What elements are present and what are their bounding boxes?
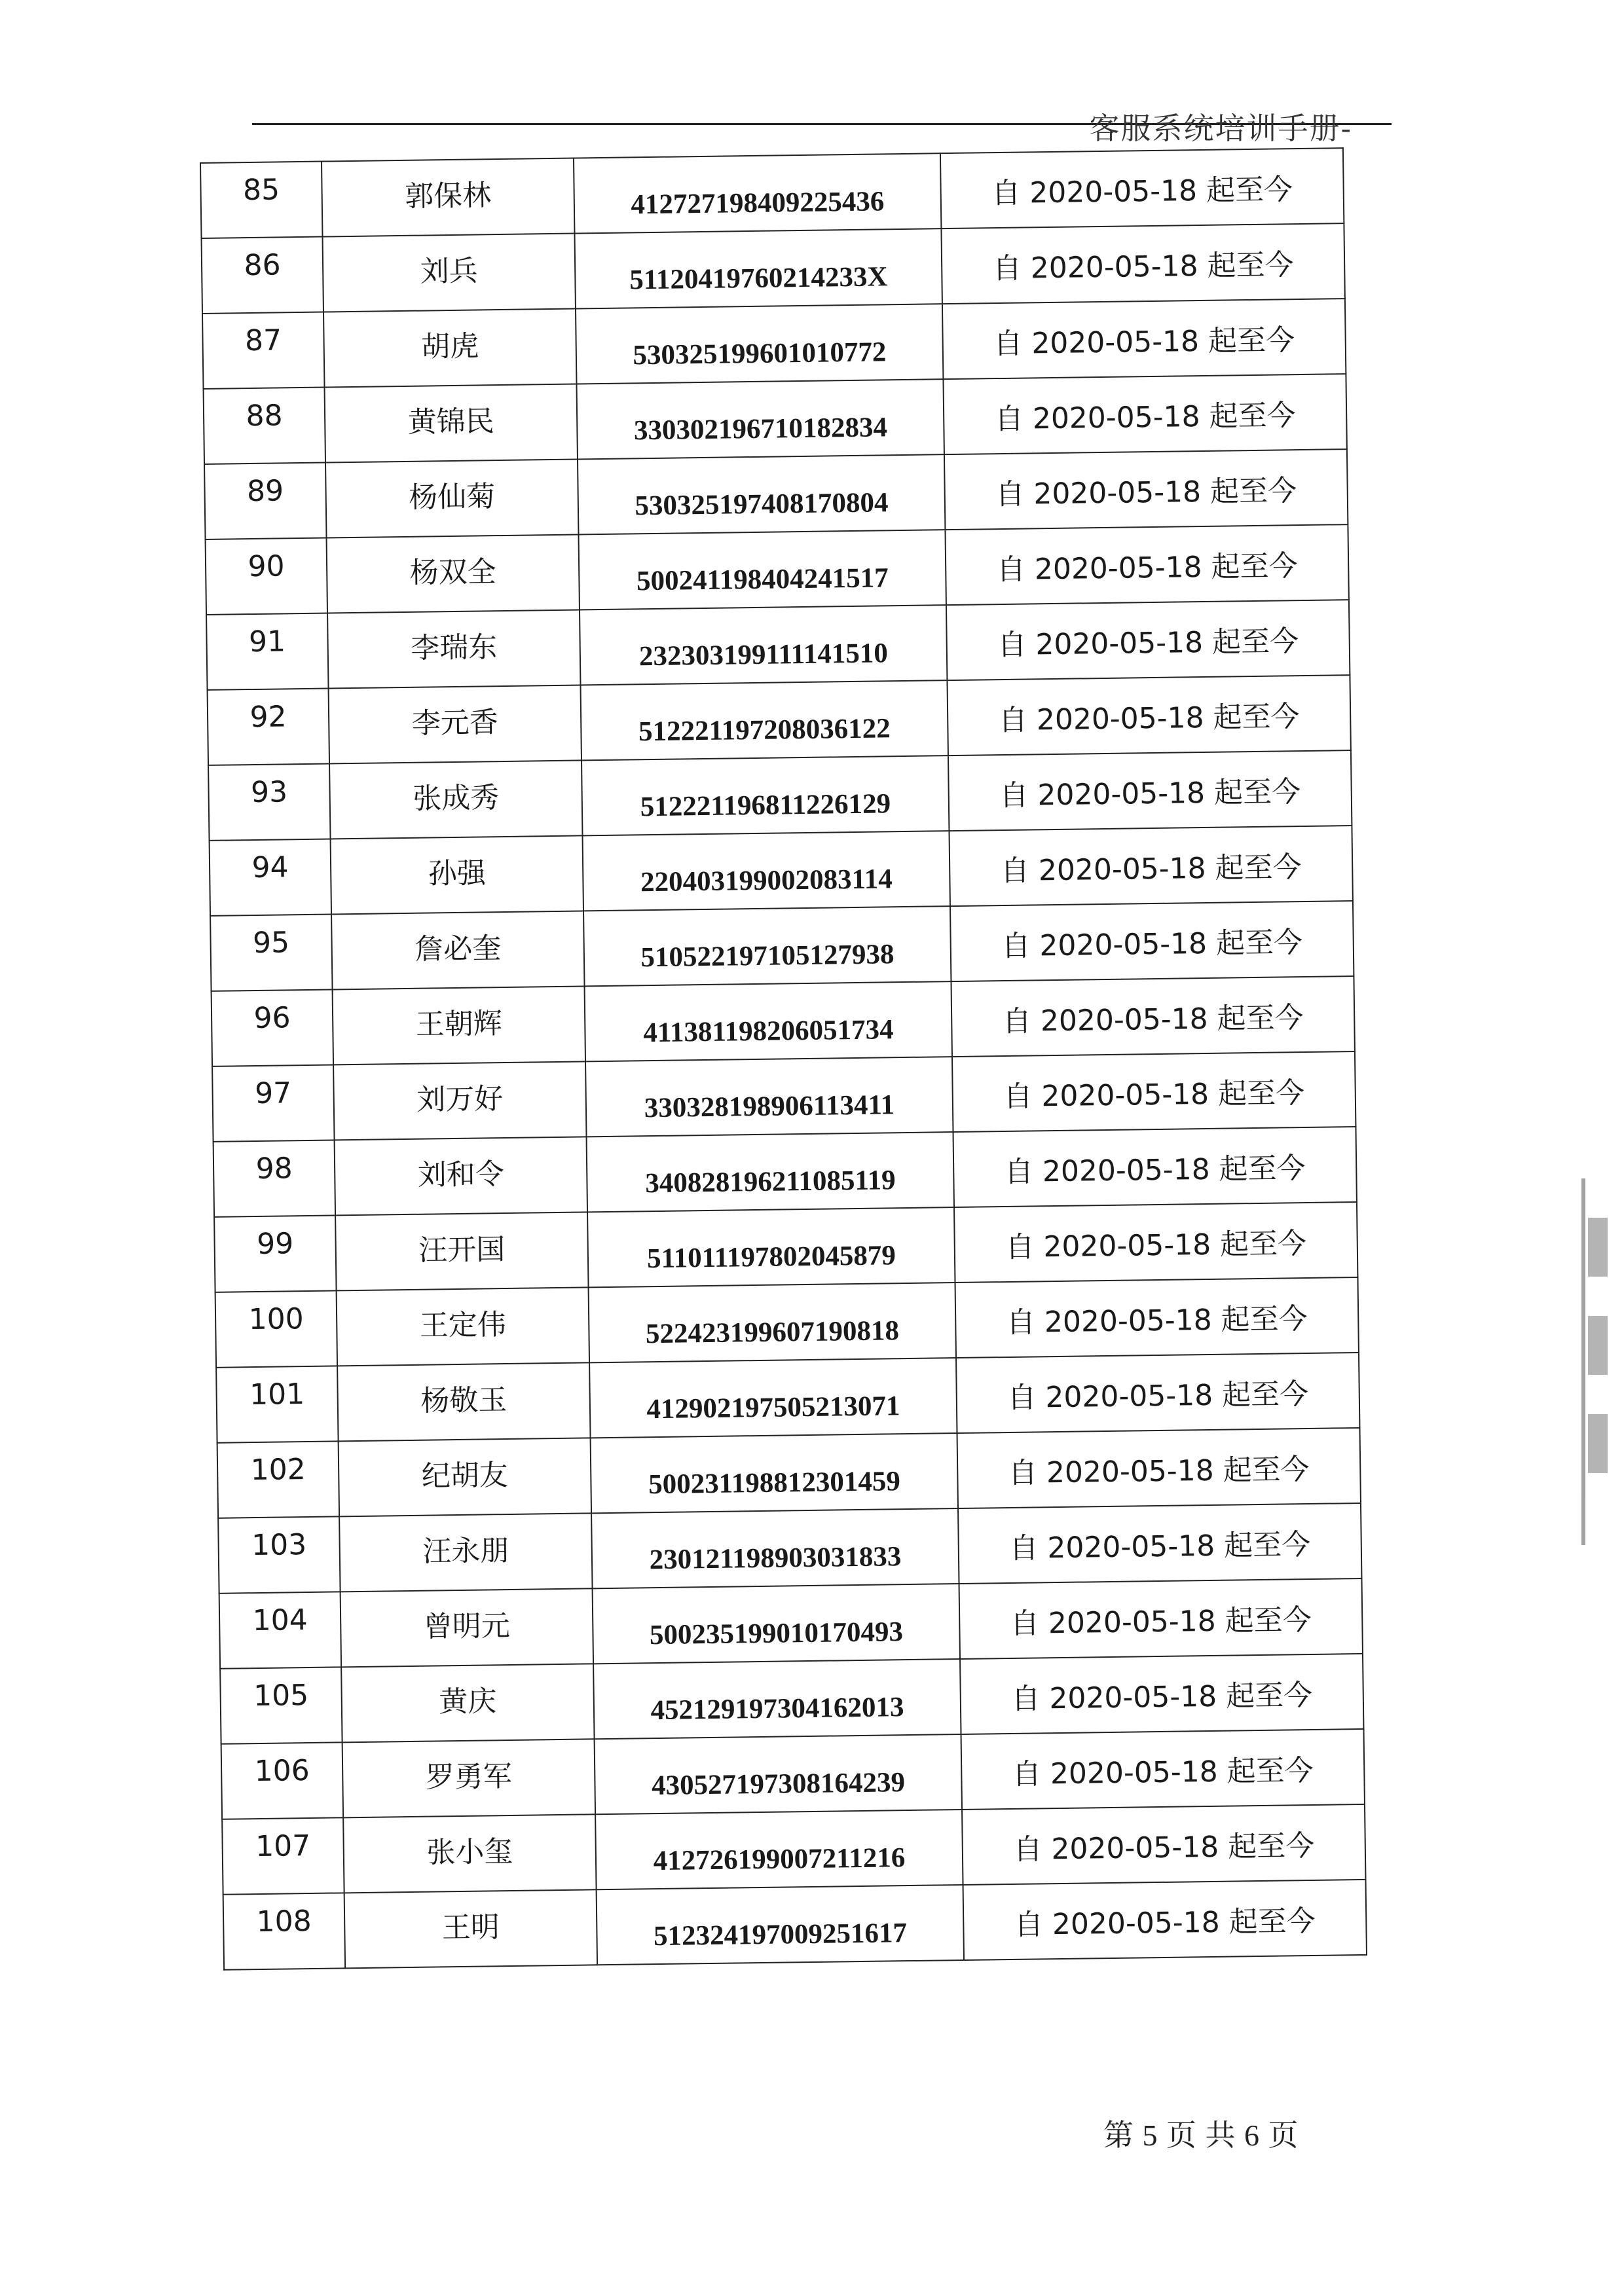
table-row: [208, 750, 1352, 841]
table-row: [210, 826, 1353, 916]
period-cell: 自 2020-05-18 起至今: [947, 675, 1350, 756]
row-number-cell: 92: [208, 688, 329, 765]
row-number-cell: 105: [220, 1667, 342, 1743]
period-cell: 自 2020-05-18 起至今: [956, 1353, 1359, 1433]
row-number-cell: 94: [210, 839, 331, 915]
roster-table-body: [200, 148, 1367, 1970]
name-cell: 张成秀: [329, 760, 582, 839]
table-row: [200, 148, 1344, 238]
name-cell: 杨双全: [327, 534, 580, 613]
id-number-cell: 512324197009251617: [597, 1885, 964, 1965]
name-cell: 汪开国: [335, 1212, 588, 1290]
table-row: [206, 600, 1350, 690]
id-number-cell: 330328198906113411: [585, 1057, 953, 1137]
row-number-cell: 90: [206, 538, 327, 615]
period-cell: 自 2020-05-18 起至今: [942, 299, 1346, 379]
id-number-cell: 51120419760214233X: [574, 228, 942, 308]
row-number-cell: 101: [216, 1366, 338, 1442]
id-number-cell: 511011197802045879: [587, 1207, 955, 1287]
name-cell: 刘兵: [323, 234, 576, 312]
period-cell: 自 2020-05-18 起至今: [953, 1127, 1356, 1207]
row-number-cell: 88: [204, 388, 325, 464]
name-cell: 杨敬玉: [337, 1362, 590, 1441]
period-cell: 自 2020-05-18 起至今: [946, 600, 1350, 680]
id-number-cell: 330302196710182834: [576, 379, 944, 459]
row-number-cell: 89: [204, 463, 326, 539]
table-row: [219, 1578, 1363, 1669]
name-cell: 纪胡友: [339, 1438, 591, 1516]
period-cell: 自 2020-05-18 起至今: [940, 148, 1344, 228]
period-cell: 自 2020-05-18 起至今: [955, 1277, 1358, 1358]
name-cell: 杨仙菊: [325, 459, 578, 538]
table-row: [202, 299, 1346, 389]
row-number-cell: 104: [219, 1592, 341, 1668]
period-cell: 自 2020-05-18 起至今: [945, 524, 1348, 605]
name-cell: 李瑞东: [327, 610, 580, 688]
row-number-cell: 91: [206, 613, 328, 690]
row-number-cell: 102: [217, 1441, 339, 1518]
name-cell: 汪永朋: [339, 1513, 592, 1592]
roster-table: [200, 147, 1367, 1971]
period-cell: 自 2020-05-18 起至今: [962, 1804, 1365, 1885]
id-number-cell: 530325199601010772: [576, 304, 943, 384]
row-number-cell: 100: [215, 1290, 337, 1367]
id-number-cell: 232303199111141510: [580, 605, 947, 685]
name-cell: 黄庆: [341, 1664, 594, 1742]
period-cell: 自 2020-05-18 起至今: [951, 976, 1354, 1057]
period-cell: 自 2020-05-18 起至今: [954, 1202, 1357, 1283]
table-row: [213, 1127, 1357, 1217]
name-cell: 胡虎: [323, 309, 576, 388]
table-row: [206, 524, 1349, 615]
id-number-cell: 452129197304162013: [593, 1659, 961, 1739]
table-row: [215, 1277, 1359, 1368]
id-number-cell: 412902197505213071: [589, 1358, 957, 1438]
id-number-cell: 500235199010170493: [593, 1584, 960, 1664]
name-cell: 李元香: [329, 685, 581, 763]
name-cell: 刘和令: [335, 1137, 587, 1215]
table-row: [212, 976, 1355, 1066]
name-cell: 孙强: [331, 835, 583, 914]
name-cell: 郭保林: [322, 158, 574, 237]
name-cell: 张小玺: [343, 1814, 596, 1893]
table-row: [223, 1880, 1367, 1970]
row-number-cell: 86: [202, 237, 323, 314]
roster-table-container: [200, 147, 1366, 1971]
table-row: [210, 901, 1354, 991]
id-number-cell: 220403199002083114: [583, 831, 950, 911]
row-number-cell: 99: [214, 1215, 336, 1292]
row-number-cell: 106: [221, 1742, 343, 1819]
table-row: [216, 1353, 1359, 1443]
table-row: [220, 1654, 1363, 1744]
name-cell: 罗勇军: [342, 1739, 595, 1817]
table-row: [204, 374, 1347, 464]
id-number-cell: 430527197308164239: [595, 1734, 962, 1814]
row-number-cell: 93: [208, 763, 330, 840]
table-row: [218, 1503, 1361, 1594]
binding-edge-mark: [1581, 1178, 1612, 1545]
period-cell: 自 2020-05-18 起至今: [950, 901, 1354, 981]
id-number-cell: 522423199607190818: [589, 1283, 956, 1362]
name-cell: 刘万好: [333, 1061, 586, 1140]
row-number-cell: 87: [202, 312, 324, 389]
period-cell: 自 2020-05-18 起至今: [959, 1578, 1363, 1659]
id-number-cell: 512221197208036122: [581, 680, 948, 760]
id-number-cell: 510522197105127938: [583, 906, 951, 986]
table-row: [221, 1729, 1365, 1819]
name-cell: 黄锦民: [325, 384, 578, 462]
id-number-cell: 500231198812301459: [591, 1433, 958, 1513]
id-number-cell: 340828196211085119: [587, 1132, 954, 1212]
id-number-cell: 530325197408170804: [578, 454, 945, 534]
row-number-cell: 98: [213, 1140, 335, 1216]
row-number-cell: 103: [218, 1516, 340, 1593]
row-number-cell: 97: [212, 1065, 334, 1141]
id-number-cell: 500241198404241517: [578, 530, 946, 610]
row-number-cell: 108: [223, 1893, 345, 1969]
table-row: [208, 675, 1351, 765]
table-row: [212, 1051, 1356, 1142]
period-cell: 自 2020-05-18 起至今: [960, 1654, 1363, 1734]
period-cell: 自 2020-05-18 起至今: [958, 1503, 1361, 1584]
id-number-cell: 230121198903031833: [591, 1508, 959, 1588]
period-cell: 自 2020-05-18 起至今: [952, 1051, 1356, 1132]
row-number-cell: 107: [222, 1817, 344, 1894]
period-cell: 自 2020-05-18 起至今: [941, 223, 1344, 304]
period-cell: 自 2020-05-18 起至今: [943, 374, 1346, 454]
row-number-cell: 96: [212, 989, 333, 1066]
page-header-title: 客服系统培训手册-: [1089, 111, 1352, 146]
table-row: [214, 1202, 1357, 1292]
name-cell: 王明: [344, 1889, 597, 1968]
id-number-cell: 411381198206051734: [585, 981, 952, 1061]
id-number-cell: 512221196811226129: [581, 756, 949, 835]
period-cell: 自 2020-05-18 起至今: [944, 449, 1348, 530]
period-cell: 自 2020-05-18 起至今: [948, 750, 1352, 831]
name-cell: 王朝辉: [333, 986, 585, 1065]
table-row: [204, 449, 1348, 539]
period-cell: 自 2020-05-18 起至今: [963, 1880, 1367, 1960]
row-number-cell: 85: [200, 162, 322, 238]
id-number-cell: 412727198409225436: [574, 153, 941, 233]
table-row: [202, 223, 1345, 314]
period-cell: 自 2020-05-18 起至今: [957, 1428, 1361, 1508]
name-cell: 詹必奎: [331, 911, 584, 989]
name-cell: 曾明元: [341, 1588, 593, 1667]
table-row: [217, 1428, 1361, 1518]
page-number: 第 5 页 共 6 页: [1103, 2119, 1299, 2152]
table-row: [222, 1804, 1365, 1895]
row-number-cell: 95: [210, 914, 332, 991]
id-number-cell: 412726199007211216: [595, 1810, 963, 1889]
name-cell: 王定伟: [337, 1287, 589, 1366]
period-cell: 自 2020-05-18 起至今: [961, 1729, 1365, 1810]
period-cell: 自 2020-05-18 起至今: [949, 826, 1352, 906]
